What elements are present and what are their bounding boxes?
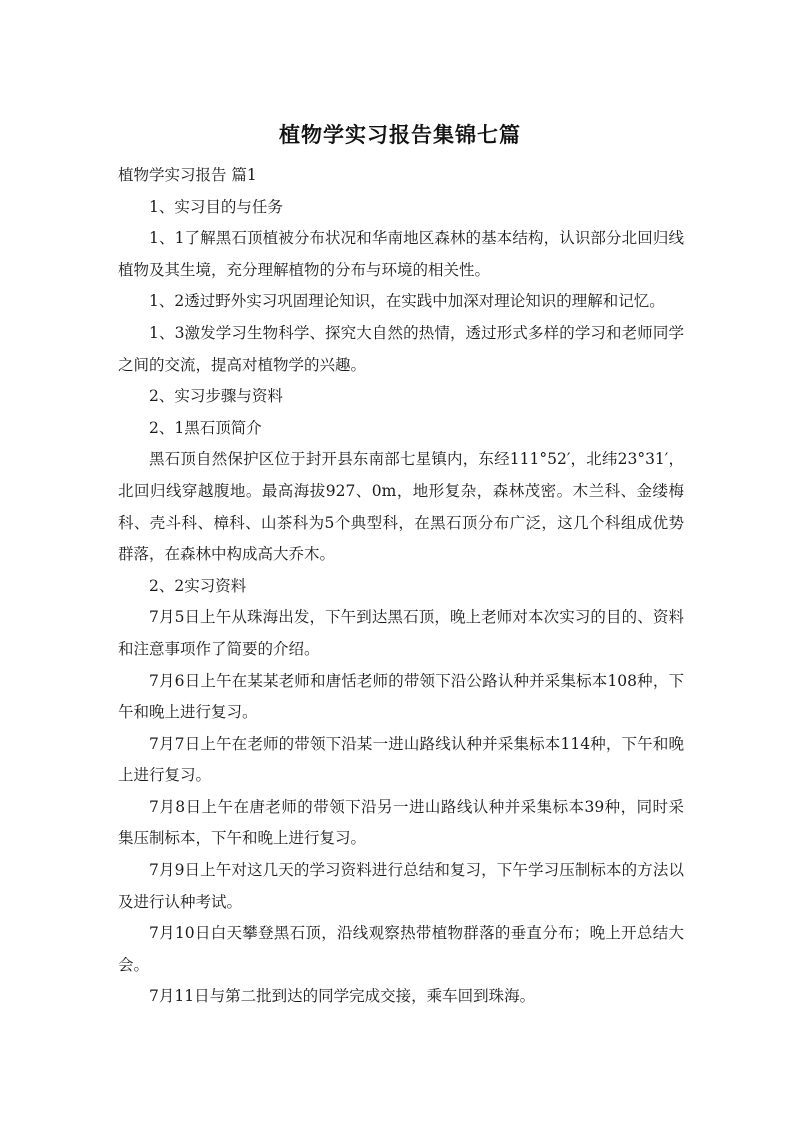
paragraph-15: 7月11日与第二批到达的同学完成交接，乘车回到珠海。 [149,987,536,1006]
paragraph-7: 黑石顶自然保护区位于封开县东南部七星镇内，东经111°52′，北纬23°31′，北回归线穿越腹地。最高海拔927、0m，地形复杂，森林茂密。木兰科、金缕梅科、壳斗科、樟科、山茶科为5个典型科，在黑石顶分布广泛，这几个科组成优势群落，在森林中构成高大乔木。 [118,450,684,564]
section-heading: 植物学实习报告 篇1 [118,166,257,184]
paragraph-1: 1、实习目的与任务 [149,197,283,216]
paragraph-3: 1、2透过野外实习巩固理论知识，在实践中加深对理论知识的理解和记忆。 [149,292,665,311]
document-title: 植物学实习报告集锦七篇 [279,123,521,147]
document-body [118,160,684,1013]
paragraph-13: 7月9日上午对这几天的学习资料进行总结和复习，下午学习压制标本的方法以及进行认种考试。 [118,861,684,911]
paragraph-10: 7月6日上午在某某老师和唐恬老师的带领下沿公路认种并采集标本108种，下午和晚上进行复习。 [118,671,684,722]
paragraph-5: 2、实习步骤与资料 [149,387,283,406]
paragraph-11: 7月7日上午在老师的带领下沿某一进山路线认种并采集标本114种，下午和晚上进行复习。 [118,734,684,785]
paragraph-12: 7月8日上午在唐老师的带领下沿另一进山路线认种并采集标本39种，同时采集压制标本，下午和晚上进行复习。 [118,797,684,848]
paragraph-8: 2、2实习资料 [149,576,247,595]
paragraph-4: 1、3激发学习生物科学、探究大自然的热情，透过形式多样的学习和老师同学之间的交流，提高对植物学的兴趣。 [118,323,684,374]
paragraph-9: 7月5日上午从珠海出发，下午到达黑石顶，晚上老师对本次实习的目的、资料和注意事项作了简要的介绍。 [118,608,684,658]
paragraph-2: 1、1了解黑石顶植被分布状况和华南地区森林的基本结构，认识部分北回归线植物及其生境，充分理解植物的分布与环境的相关性。 [118,229,684,279]
paragraph-14: 7月10日白天攀登黑石顶，沿线观察热带植物群落的垂直分布；晚上开总结大会。 [118,924,684,974]
paragraph-6: 2、1黑石顶简介 [149,418,262,437]
